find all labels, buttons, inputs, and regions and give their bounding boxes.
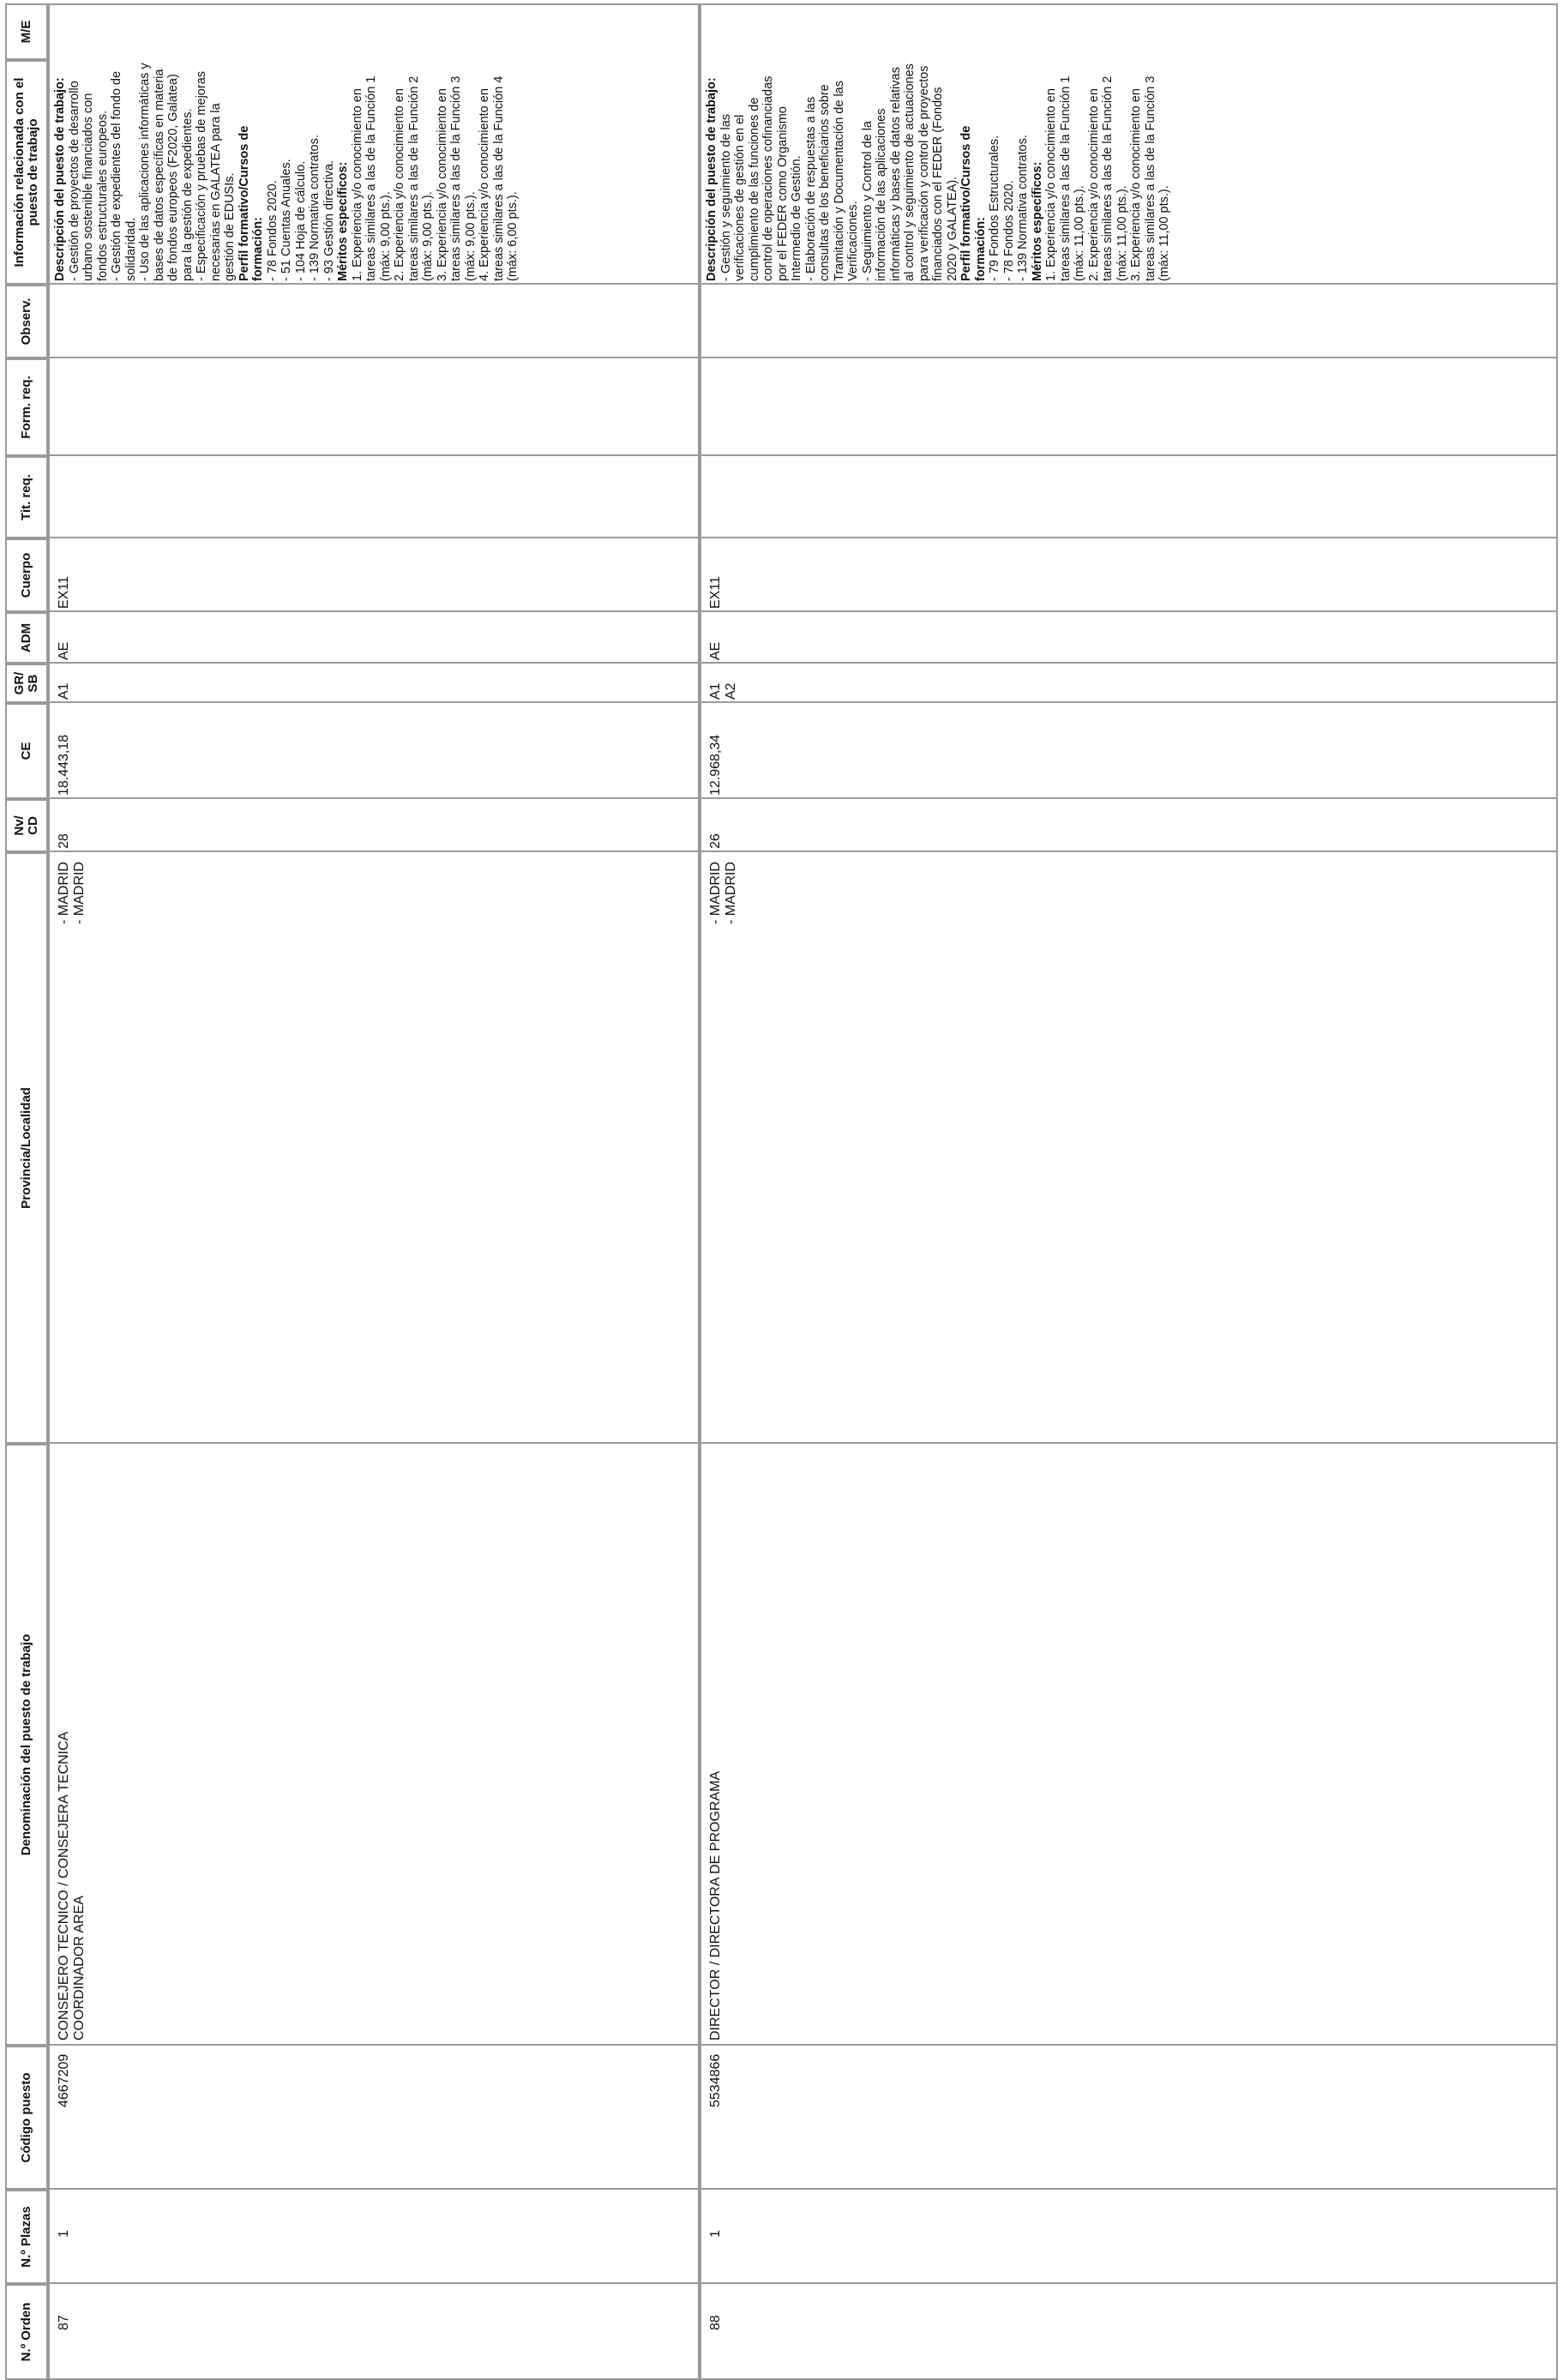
cell-codigo: 4667209 (57, 2053, 71, 2107)
header-adm: ADM (5, 612, 48, 664)
cell-orden: 88 (708, 2315, 723, 2330)
cell-adm: AE (57, 641, 71, 660)
cell-plazas: 1 (57, 2230, 71, 2238)
info-line: - Uso de las aplicaciones informáticas y bases de datos específicas en materia de fondos europeos (F2020, Galatea) para la gestión de expedientes. (138, 63, 195, 281)
cell-ce: 12.968,34 (708, 734, 723, 796)
header-nivel: Nv/ CD (5, 799, 48, 852)
info-line: 3. Experiencia y/o conocimiento en tareas similares a las de la Función 3 (máx: 9,00 pts.). (435, 75, 478, 281)
header-observ: Observ. (5, 285, 48, 358)
table-row (48, 3, 700, 2380)
header-me: M/E (5, 3, 48, 60)
cell-grupo: A1 (57, 682, 71, 700)
cell-cuerpo: EX11 (708, 576, 723, 609)
cell-denominacion: DIRECTOR / DIRECTORA DE PROGRAMA (708, 1770, 723, 2040)
header-grupo: GR/ SB (5, 664, 48, 703)
info-line: 2. Experiencia y/o conocimiento en tareas similares a las de la Función 2 (máx: 11,00 pts.). (1086, 75, 1129, 281)
info-line: - 93 Gestión directiva. (322, 159, 336, 281)
info-line: - 139 Normativa contratos. (308, 135, 322, 281)
info-line: - Gestión de expedientes del fondo de solidaridad. (110, 70, 138, 281)
info-line: - Especificación y pruebas de mejoras necesarias en GALATEA para la gestión de EDUSIs. (195, 70, 237, 281)
cell-nivel: 26 (708, 833, 723, 849)
cell-adm: AE (708, 641, 723, 660)
info-line: - 104 Hoja de cálculo. (293, 160, 308, 281)
info-line: 3. Experiencia y/o conocimiento en tareas similares a las de la Función 3 (máx: 11,00 pts.). (1129, 75, 1171, 281)
header-codigo: Código puesto (5, 2046, 48, 2190)
cell-provincia: - MADRID - MADRID (57, 862, 87, 924)
cell-info (705, 60, 1172, 281)
info-section-heading: Perfil formativo/Cursos de formación: (959, 125, 988, 281)
info-line: 4. Experiencia y/o conocimiento en tareas similares a las de la Función 4 (máx: 6,00 pts.). (478, 75, 520, 281)
info-section-heading: Descripción del puesto de trabajo: (53, 77, 67, 281)
header-orden: N.º Orden (5, 2284, 48, 2380)
cell-ce: 18.443,18 (57, 734, 71, 796)
info-line: - 139 Normativa contratos. (1016, 135, 1030, 281)
header-denominacion: Denominación del puesto de trabajo (5, 1444, 48, 2046)
cell-cuerpo: EX11 (57, 576, 71, 609)
info-line: - 51 Cuentas Anuales. (280, 159, 293, 281)
info-line: - Elaboración de respuestas a las consultas de los beneficiarios sobre Tramitación y Documentación de las Verificaciones. (803, 81, 860, 281)
cell-codigo: 5534866 (708, 2053, 723, 2107)
info-line: - 79 Fondos Estructurales. (988, 135, 1001, 281)
info-line: - Gestión de proyectos de desarrollo urbano sostenible financiados con fondos estructurales europeos. (67, 81, 110, 281)
header-provincia: Provincia/Localidad (5, 852, 48, 1444)
info-line: - 78 Fondos 2020. (1001, 180, 1016, 281)
info-line: - Gestión y seguimiento de las verificaciones de gestión en el cumplimiento de las funciones de control de operaciones cofinanciadas por el FEDER como Organismo Intermedio de Gestión. (718, 75, 803, 281)
info-line: 2. Experiencia y/o conocimiento en tareas similares a las de la Función 2 (máx: 9,00 pts.). (393, 75, 435, 281)
cell-info (53, 60, 520, 281)
info-line: 1. Experiencia y/o conocimiento en tareas similares a las de la Función 1 (máx: 11,00 pts.). (1044, 75, 1086, 281)
header-formreq: Form. req. (5, 358, 48, 456)
header-plazas: N.º Plazas (5, 2190, 48, 2284)
info-section-heading: Méritos específicos: (1030, 161, 1044, 281)
header-info: Información relacionada con el puesto de trabajo (5, 60, 48, 285)
cell-plazas: 1 (708, 2230, 723, 2238)
cell-provincia: - MADRID - MADRID (708, 862, 738, 924)
table-row (700, 3, 1558, 2380)
info-line: 1. Experiencia y/o conocimiento en tareas similares a las de la Función 1 (máx: 9,00 pts.). (350, 75, 393, 281)
info-section-heading: Descripción del puesto de trabajo: (705, 77, 718, 281)
cell-orden: 87 (57, 2315, 71, 2330)
cell-grupo: A1 A2 (708, 682, 738, 700)
header-cuerpo: Cuerpo (5, 538, 48, 612)
header-titreq: Tit. req. (5, 456, 48, 538)
info-line: - Seguimiento y Control de la información de las aplicaciones informáticas y bases de datos relativas al control y seguimiento de actuaciones para verificación y control de proyectos financiados con el FEDER (Fondos 2020 y GALATEA). (860, 63, 959, 281)
info-line: - 78 Fondos 2020. (265, 180, 280, 281)
header-ce: CE (5, 703, 48, 799)
cell-nivel: 28 (57, 833, 71, 849)
cell-denominacion: CONSEJERO TECNICO / CONSEJERA TECNICA COORDINADOR AREA (57, 1731, 87, 2040)
info-section-heading: Méritos específicos: (336, 161, 350, 281)
info-section-heading: Perfil formativo/Cursos de formación: (237, 125, 265, 281)
